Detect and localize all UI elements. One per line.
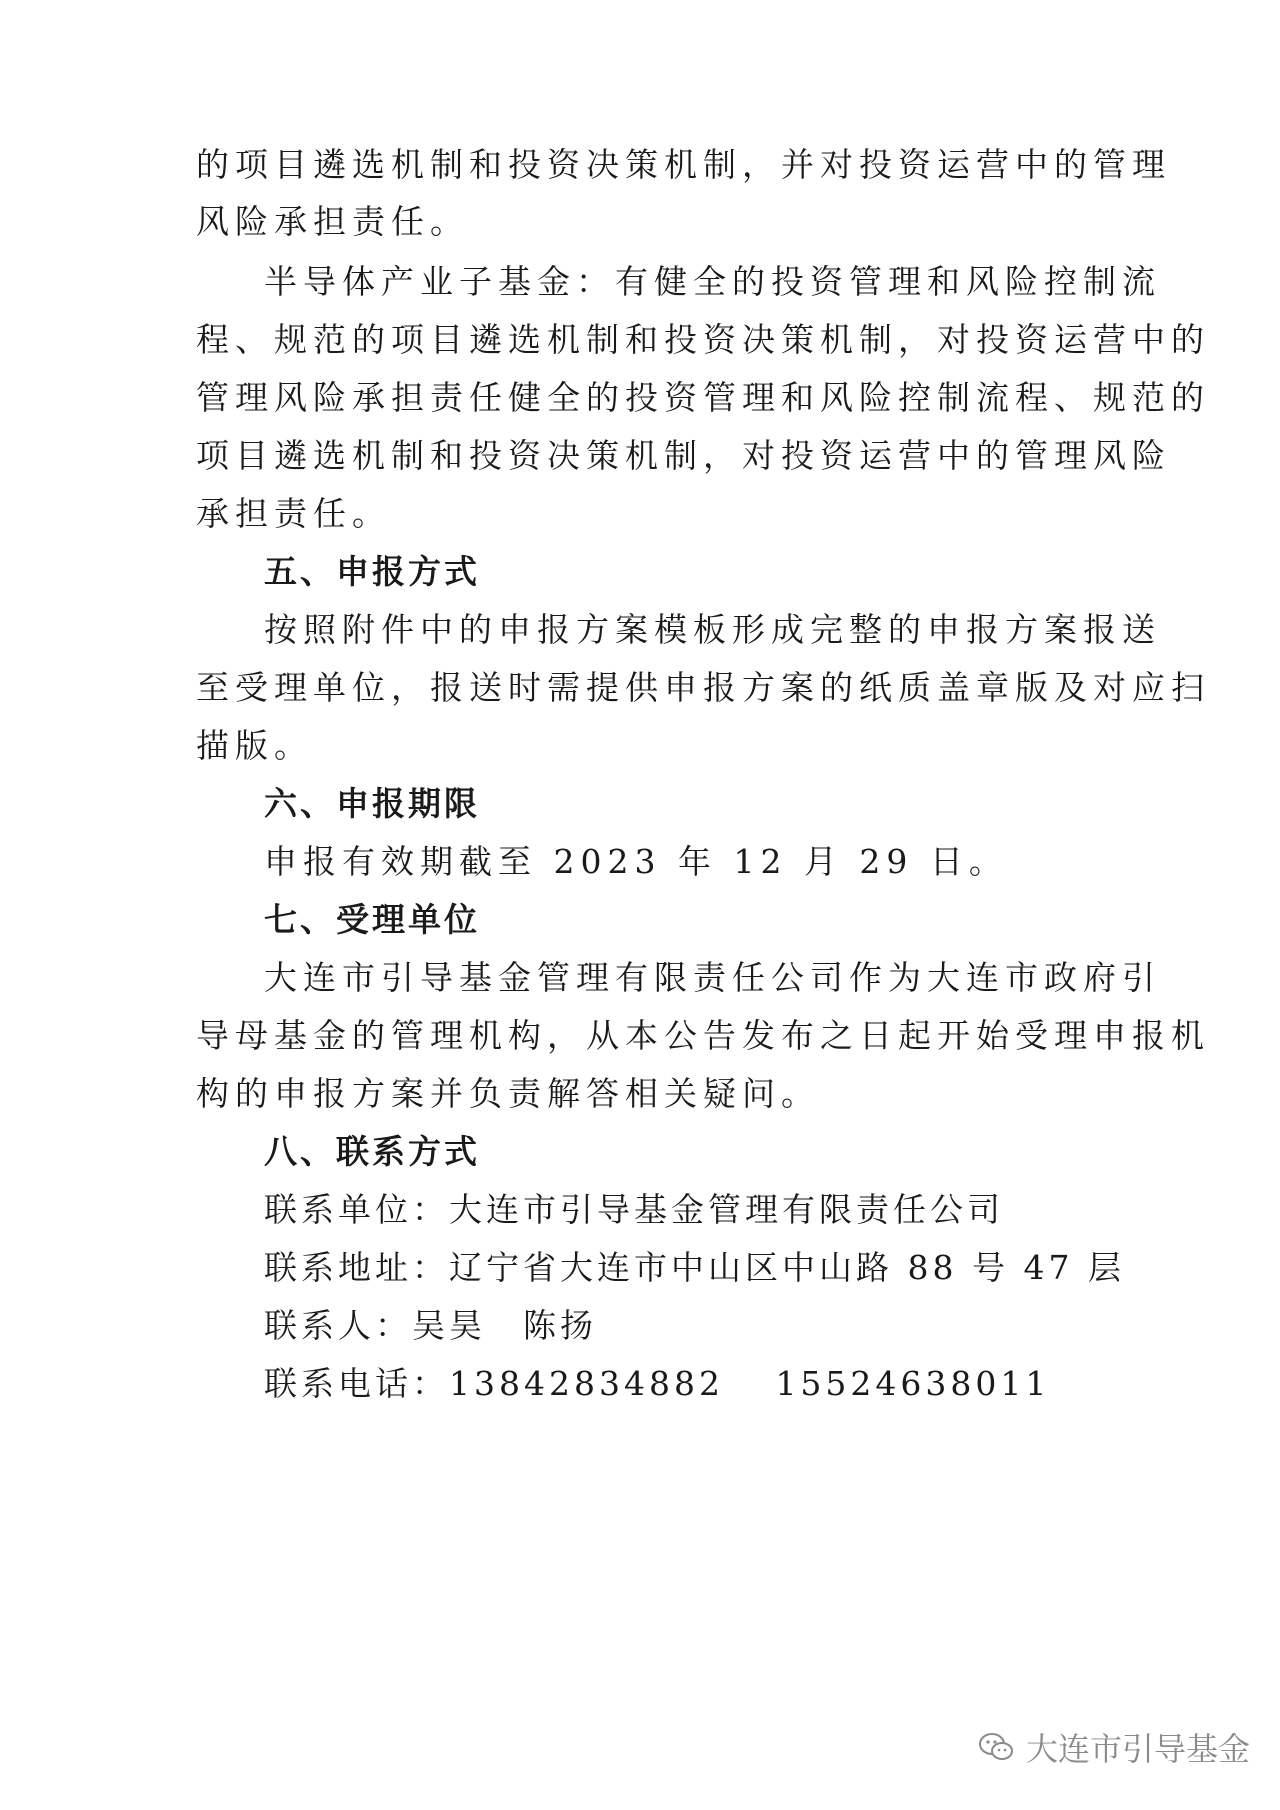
text-line: 按照附件中的申报方案模板形成完整的申报方案报送 [264,610,1161,649]
contact-address: 联系地址：辽宁省大连市中山区中山路 88 号 47 层 [264,1248,1125,1287]
text-line: 半导体产业子基金：有健全的投资管理和风险控制流 [264,262,1161,301]
section-heading: 六、申报期限 [264,784,480,823]
contact-phone: 联系电话：13842834882 15524638011 [264,1364,1051,1403]
text-line: 构的申报方案并负责解答相关疑问。 [196,1074,820,1113]
contact-person: 联系人：吴昊 陈扬 [264,1306,597,1345]
contact-unit: 联系单位：大连市引导基金管理有限责任公司 [264,1190,1004,1229]
section-heading: 八、联系方式 [264,1132,480,1171]
text-line: 风险承担责任。 [196,202,469,241]
wechat-icon [976,1727,1016,1767]
text-line: 大连市引导基金管理有限责任公司作为大连市政府引 [264,958,1161,997]
text-line: 申报有效期截至 2023 年 12 月 29 日。 [264,842,1008,881]
text-line: 项目遴选机制和投资决策机制，对投资运营中的管理风险 [196,436,1171,475]
text-line: 至受理单位，报送时需提供申报方案的纸质盖章版及对应扫 [196,668,1210,707]
text-line: 管理风险承担责任健全的投资管理和风险控制流程、规范的 [196,378,1210,417]
text-line: 导母基金的管理机构，从本公告发布之日起开始受理申报机 [196,1016,1210,1055]
text-line: 承担责任。 [196,494,391,533]
section-heading: 五、申报方式 [264,552,480,591]
text-line: 的项目遴选机制和投资决策机制，并对投资运营中的管理 [196,145,1171,184]
text-line: 程、规范的项目遴选机制和投资决策机制，对投资运营中的 [196,320,1210,359]
watermark-text: 大连市引导基金 [1025,1730,1250,1768]
section-heading: 七、受理单位 [264,900,480,939]
watermark [976,1725,1250,1769]
text-line: 描版。 [196,726,313,765]
